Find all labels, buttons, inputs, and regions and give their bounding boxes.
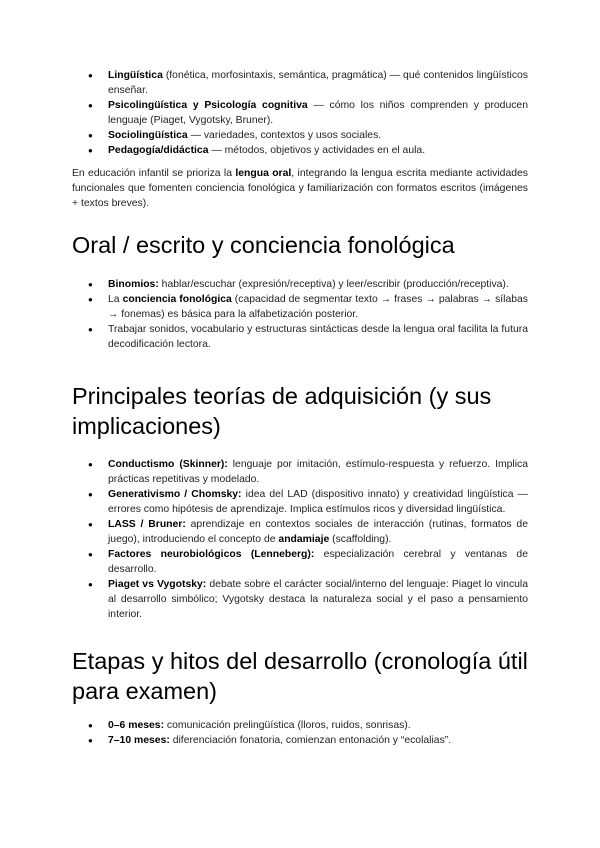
item-text: (capacidad de segmentar texto → frases → palabras → sílabas → fonemas) es básica para la alfabetización posterior. [108,294,529,320]
item-text: lenguaje por imitación, estímulo-respuesta y refuerzo. Implica prácticas repetitivas y modelado. [108,459,529,485]
bold-term: Conductismo (Skinner): [108,459,228,470]
item-text: diferenciación fonatoria, comienzan entonación y “ecolalias”. [169,735,452,746]
bold-term: Piaget vs Vygotsky: [108,579,207,590]
stages-bullet-list [72,718,528,748]
paragraph-text: En educación infantil se prioriza la [72,168,236,179]
bold-term: 7–10 meses: [108,735,170,746]
item-text: — variedades, contextos y usos sociales. [187,130,382,141]
bold-term: conciencia fonológica [122,294,232,305]
item-text: (scaffolding). [329,534,392,545]
list-item [108,292,528,322]
item-text: — cómo los niños comprenden y producen lenguaje (Piaget, Vygotsky, Bruner). [108,100,528,126]
list-item [108,517,528,547]
list-item [108,128,528,143]
item-text: aprendizaje en contextos sociales de interacción (rutinas, formatos de juego), introduciendo el concepto de [108,519,528,545]
bold-term: Pedagogía/didáctica [108,145,209,156]
theories-bullet-list [72,457,528,622]
bold-term: Lingüística [108,70,163,81]
paragraph-text: , integrando la lengua escrita mediante actividades funcionales que fomenten conciencia fonológica y familiarización con formatos escritos (imágenes + textos breves). [72,168,528,209]
bold-term: andamiaje [278,534,330,545]
item-text: La [108,294,123,305]
section-heading-theories: Principales teorías de adquisición (y sus implicaciones) [72,383,492,439]
list-item [108,277,528,292]
list-item [108,143,528,158]
item-text: (fonética, morfosintaxis, semántica, pragmática) — qué contenidos lingüísticos enseñar. [108,70,528,96]
list-item [108,457,528,487]
list-item [108,98,528,128]
list-item [108,547,528,577]
list-item [108,487,528,517]
bold-term: 0–6 meses: [108,720,165,731]
item-text: debate sobre el carácter social/interno del lenguaje: Piaget lo vincula al desarrollo simbólico; Vygotsky destaca la naturaleza social y el paso a pensamiento interior. [108,579,529,620]
item-text: comunicación prelingüística (lloros, ruidos, sonrisas). [164,720,411,731]
bold-term: Psicolingüística y Psicología cognitiva [108,100,308,111]
bold-term: Factores neurobiológicos (Lenneberg): [108,549,315,560]
intro-bullet-list [72,68,528,158]
list-item [108,577,528,622]
item-text: — métodos, objetivos y actividades en el aula. [208,145,426,156]
item-text: Trabajar sonidos, vocabulario y estructuras sintácticas desde la lengua oral facilita la futura decodificación lectora. [108,324,528,350]
list-item [108,718,528,733]
section-heading-oral: Oral / escrito y conciencia fonológica [72,232,455,258]
bold-term: Sociolingüística [108,130,188,141]
intro-paragraph [72,166,528,211]
item-text: especialización cerebral y ventanas de desarrollo. [108,549,528,575]
list-item [108,733,528,748]
bold-term: lengua oral [235,168,292,179]
list-item [108,322,528,352]
bold-term: Binomios: [108,279,159,290]
bold-term: LASS / Bruner: [108,519,186,530]
item-text: idea del LAD (dispositivo innato) y creatividad lingüística — errores como hipótesis de aprendizaje. Implica estímulos ricos y diversidad lingüística. [108,489,528,515]
item-text: hablar/escuchar (expresión/receptiva) y leer/escribir (producción/receptiva). [158,279,509,290]
section-heading-stages: Etapas y hitos del desarrollo (cronología útil para examen) [72,648,528,704]
oral-bullet-list [72,277,528,352]
list-item [108,68,528,98]
bold-term: Generativismo / Chomsky: [108,489,242,500]
